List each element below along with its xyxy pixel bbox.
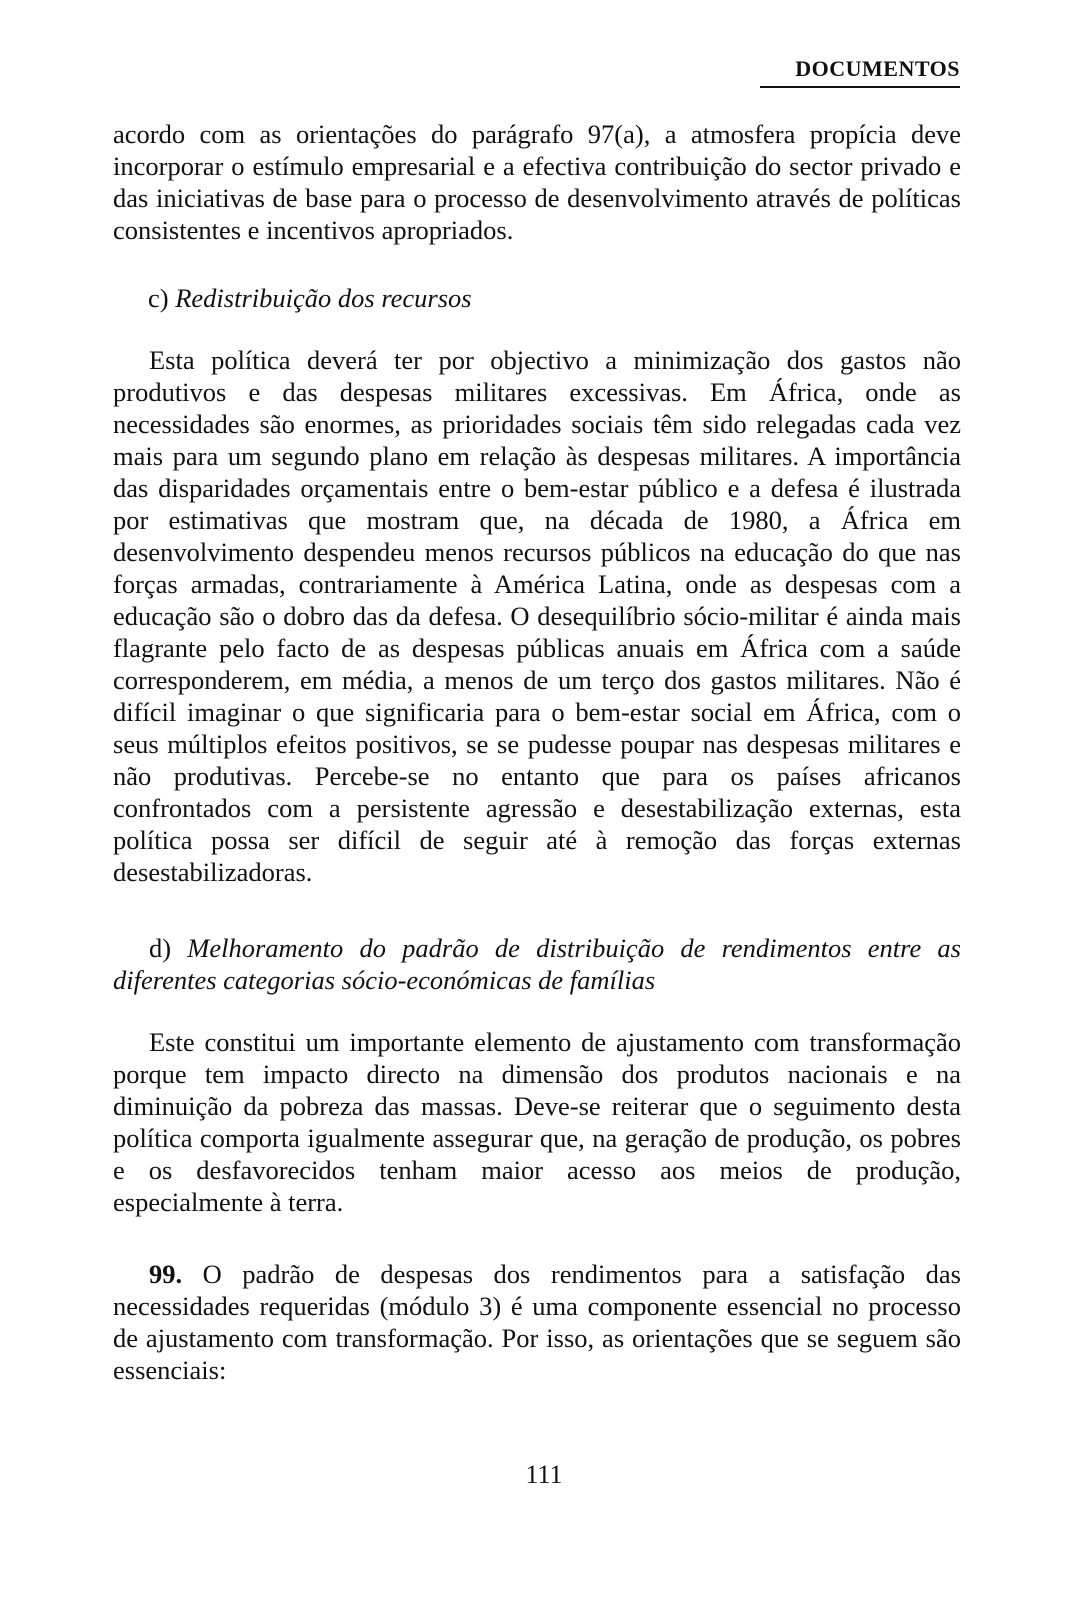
section-d-title: Melhoramento do padrão de distribuição de rendimentos entre as diferentes categorias sócio-económicas de famílias <box>113 933 961 995</box>
section-d-label: d) <box>149 933 188 963</box>
intro-paragraph: acordo com as orientações do parágrafo 97(a), a atmosfera propícia deve incorporar o estímulo empresarial e a efectiva contribuição do sector privado e das iniciativas de base para o processo de desenvolvimento através de políticas consistentes e incentivos apropriados. <box>113 119 961 245</box>
section-d-paragraph: Este constitui um importante elemento de ajustamento com transformação porque tem impacto directo na dimensão dos produtos nacionais e na diminuição da pobreza das massas. Deve-se reiterar que o seguimento desta política comporta igualmente assegurar que, na geração de produção, os pobres e os desfavorecidos tenham maior acesso aos meios de produção, especialmente à terra. <box>113 1027 961 1217</box>
section-d-heading <box>113 932 961 996</box>
section-c-title: Redistribuição dos recursos <box>175 283 472 313</box>
section-c-heading <box>148 282 961 314</box>
page-number: 111 <box>525 1460 563 1489</box>
section-c-label: c) <box>148 283 176 313</box>
section-c-paragraph: Esta política deverá ter por objectivo a minimização dos gastos não produtivos e das despesas militares excessivas. Em África, onde as necessidades são enormes, as prioridades sociais têm sido relegadas cada vez mais para um segundo plano em relação às despesas militares. A importância das disparidades orçamentais entre o bem-estar público e a defesa é ilustrada por estimativas que mostram que, na década de 1980, a África em desenvolvimento despendeu menos recursos públicos na educação do que nas forças armadas, contrariamente à América Latina, onde as despesas com a educação são o dobro das da defesa. O desequilíbrio sócio-militar é ainda mais flagrante pelo facto de as despesas públicas anuais em África com a saúde corresponderem, em média, a menos de um terço dos gastos militares. Não é difícil imaginar o que significaria para o bem-estar social em África, com o seus múltiplos efeitos positivos, se se pudesse poupar nas despesas militares e não produtivas. Percebe-se no entanto que para os países africanos confrontados com a persistente agressão e desestabilização externas, esta política possa ser difícil de seguir até à remoção das forças externas desestabilizadoras. <box>113 345 961 887</box>
paragraph-99 <box>113 1258 961 1386</box>
paragraph-99-text: O padrão de despesas dos rendimentos para a satisfação das necessidades requeridas (módulo 3) é uma componente essencial no processo de ajustamento com transformação. Por isso, as orientações que se seguem são essenciais: <box>113 1259 961 1385</box>
running-header: DOCUMENTOS <box>760 56 960 88</box>
paragraph-number: 99. <box>149 1259 183 1289</box>
